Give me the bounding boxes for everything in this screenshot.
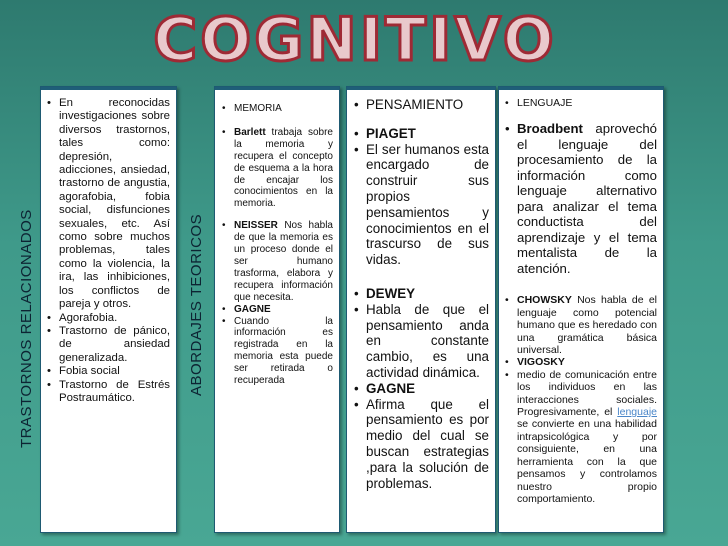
lenguaje-panel bbox=[498, 86, 664, 533]
trastornos-panel bbox=[40, 86, 177, 533]
trastorno-item: • Fobia social bbox=[46, 365, 170, 378]
pensamiento-item: • DEWEY bbox=[353, 286, 489, 302]
trastorno-item: • Trastorno de pánico, de ansiedad generalizada. bbox=[46, 325, 170, 365]
memoria-item: • GAGNE bbox=[221, 304, 333, 316]
pensamiento-item: • PIAGET bbox=[353, 126, 489, 142]
label-trastornos: TRASTORNOS RELACIONADOS bbox=[18, 209, 35, 448]
pensamiento-item: • Habla de que el pensamiento anda en constante cambio, es una actividad dinámica. bbox=[353, 302, 489, 381]
trastorno-item: • Agorafobia. bbox=[46, 312, 170, 325]
title-text: COGNITIVO bbox=[153, 5, 557, 75]
trastornos-list bbox=[46, 97, 170, 405]
lenguaje-item: • VIGOSKY bbox=[504, 356, 657, 368]
memoria-item: • Cuando la información es registrada en la memoria esta puede ser retirada o recuperada bbox=[221, 316, 333, 387]
lenguaje-item: • Broadbent aprovechó el lenguaje del procesamiento de la información como lenguaje alternativo para analizar el tema conductista del aprendizaje y el tema mentalista de la atención. bbox=[504, 121, 657, 276]
pensamiento-item: • El ser humanos esta encargado de construir sus propios pensamientos y conocimientos en el trascurso de sus vidas. bbox=[353, 142, 489, 268]
page-title bbox=[153, 2, 557, 75]
trastorno-item: • En reconocidas investigaciones sobre diversos trastornos, tales como: depresión, adicciones, ansiedad, trastorno de angustia, agorafobia, fobia social, disfunciones sexuales, etc. Así como sobre muchos problemas, tales como la violencia, la ira, las inhibiciones, los conflictos de pareja y otros. bbox=[46, 97, 170, 312]
pensamiento-panel bbox=[346, 86, 496, 533]
lenguaje-heading: • LENGUAJE bbox=[504, 97, 657, 109]
pensamiento-item: • Afirma que el pensamiento es por medio del cual se buscan estrategias ,para la solución de problemas. bbox=[353, 397, 489, 492]
lenguaje-link[interactable]: lenguaje bbox=[617, 406, 657, 419]
pensamiento-heading: • PENSAMIENTO bbox=[353, 97, 489, 113]
trastorno-item: • Trastorno de Estrés Postraumático. bbox=[46, 379, 170, 406]
label-abordajes: ABORDAJES TEORICOS bbox=[188, 213, 205, 396]
memoria-heading: • MEMORIA bbox=[221, 103, 333, 115]
memoria-panel bbox=[214, 86, 340, 533]
pensamiento-item: • GAGNE bbox=[353, 381, 489, 397]
memoria-item: • Barlett trabaja sobre la memoria y recupera el concepto de esquema a la hora de encajar los conocimientos en la memoria. bbox=[221, 127, 333, 210]
lenguaje-item: • CHOWSKY Nos habla de el lenguaje como potencial humano que es heredado con una gramática básica universal. bbox=[504, 294, 657, 356]
lenguaje-item: • medio de comunicación entre los individuos en las interacciones sociales. Progresivamente, el lenguaje se convierte en una habilidad intrapsicológica y por consiguiente, en una herramienta con la que pensamos y controlamos nuestro propio comportamiento. bbox=[504, 369, 657, 505]
memoria-item: • NEISSER Nos habla de que la memoria es un proceso donde el ser humano trasforma, elabora y recupera información que necesita. bbox=[221, 220, 333, 303]
